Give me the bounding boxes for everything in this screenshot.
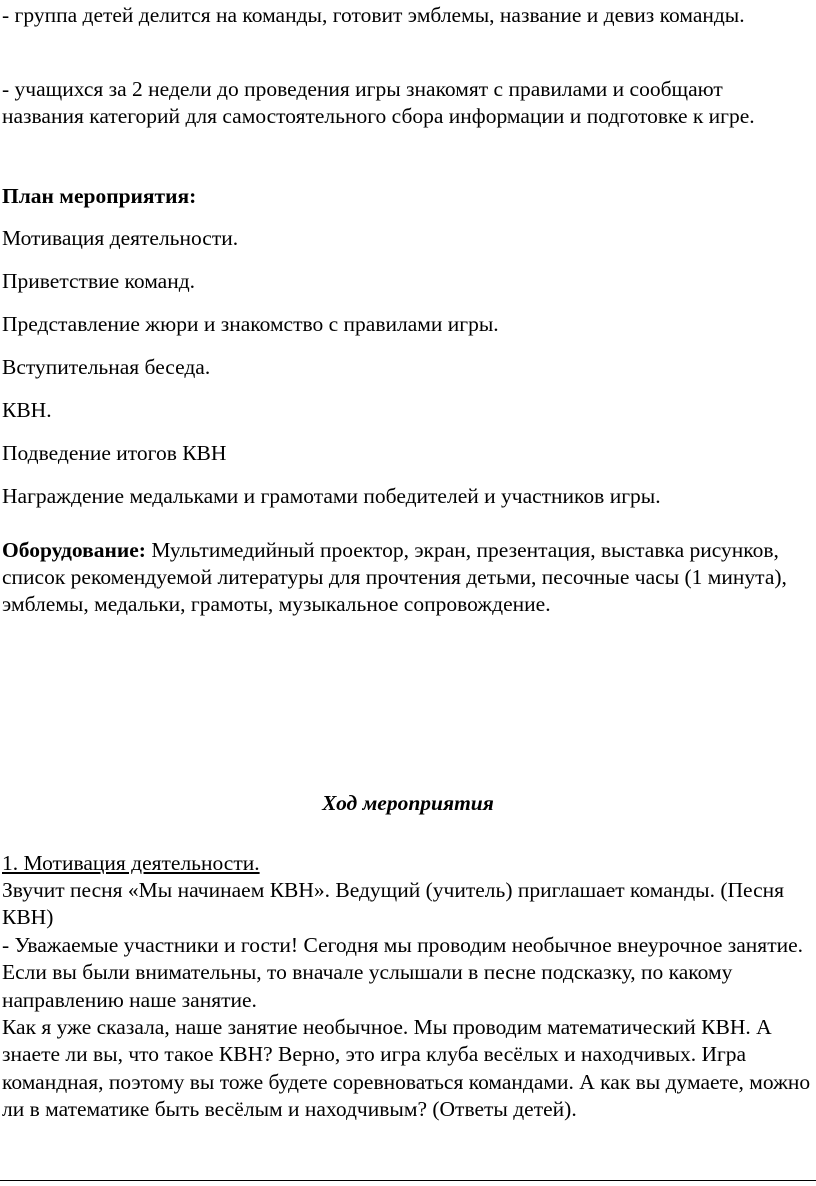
page-bottom-rule [0, 1180, 816, 1181]
intro-paragraph-teams: - группа детей делится на команды, готовит эмблемы, название и девиз команды. [2, 3, 745, 27]
plan-item: Мотивация деятельности. [2, 226, 239, 250]
course-paragraph: Звучит песня «Мы начинаем КВН». Ведущий (учитель) приглашает команды. (Песня КВН) [2, 878, 785, 930]
plan-item: Подведение итогов КВН [2, 441, 227, 465]
plan-heading: План мероприятия: [2, 184, 197, 208]
plan-item: Приветствие команд. [2, 269, 196, 293]
plan-item: КВН. [2, 398, 52, 422]
equipment-label: Оборудование: [2, 538, 146, 562]
plan-item: Награждение медальками и грамотами победителей и участников игры. [2, 484, 661, 508]
course-heading: Ход мероприятия [322, 791, 494, 815]
plan-item: Вступительная беседа. [2, 355, 211, 379]
equipment-text: Мультимедийный проектор, экран, презентация, выставка рисунков, список рекомендуемой литературы для прочтения детьми, песочные часы (1 минута), эмблемы, медальки, грамоты, музыкальное сопровождение. [2, 538, 787, 616]
plan-item: Представление жюри и знакомство с правилами игры. [2, 312, 499, 336]
section-title-motivation: 1. Мотивация деятельности. [2, 851, 260, 875]
plan-list [0, 225, 800, 526]
intro-paragraph-rules: - учащихся за 2 недели до проведения игры знакомят с правилами и сообщают названия категорий для самостоятельного сбора информации и подготовке к игре. [2, 77, 755, 128]
course-body [0, 877, 812, 1124]
equipment-paragraph [0, 537, 806, 618]
course-paragraph: - Уважаемые участники и гости! Сегодня мы проводим необычное внеурочное занятие. Если вы были внимательны, то вначале услышали в песне подсказку, по какому направлению наше занятие. [2, 932, 804, 1012]
course-paragraph: Как я уже сказала, наше занятие необычное. Мы проводим математический КВН. А знаете ли вы, что такое КВН? Верно, это игра клуба весёлых и находчивых. Игра командная, поэтому вы тоже будете соревноваться командами. А как вы думаете, можно ли в математике быть весёлым и находчивым? (Ответы детей). [2, 1015, 811, 1122]
